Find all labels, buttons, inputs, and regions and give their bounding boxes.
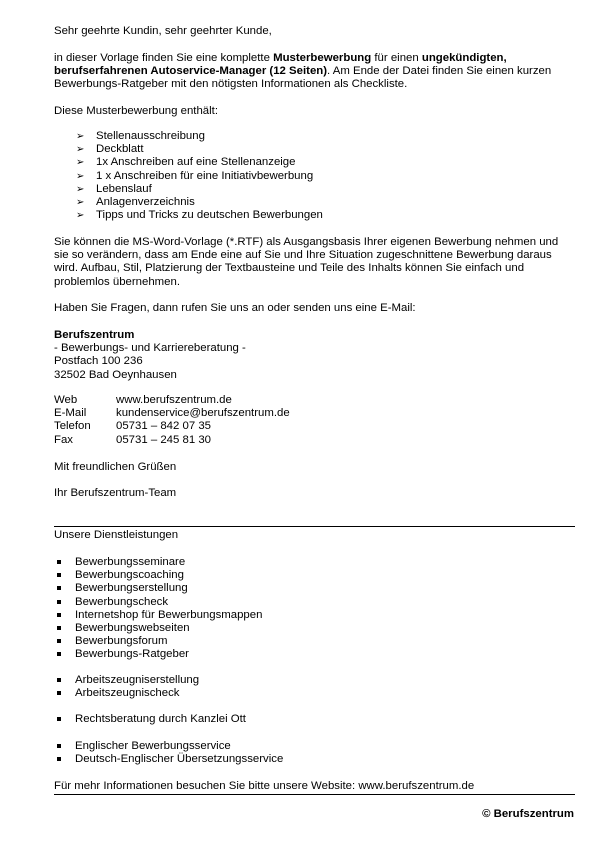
contact-label: E-Mail (54, 407, 87, 420)
service-label: Arbeitszeugnischeck (75, 687, 180, 700)
arrow-bullet-icon: ➢ (76, 131, 85, 142)
greeting: Sehr geehrte Kundin, sehr geehrter Kunde, (54, 25, 272, 37)
square-bullet-icon (57, 613, 61, 617)
contact-block (54, 394, 579, 447)
contact-label: Telefon (54, 420, 91, 433)
square-bullet-icon (57, 586, 61, 590)
usage-paragraph (54, 236, 579, 289)
city: 32502 Bad Oeynhausen (54, 368, 177, 381)
service-label: Bewerbungscheck (75, 595, 169, 608)
intro-text: Bewerbungs-Ratgeber mit den nötigsten Informationen als Checkliste. (54, 78, 408, 91)
intro-paragraph (54, 52, 579, 92)
arrow-bullet-icon: ➢ (76, 210, 85, 222)
service-label: Deutsch-Englischer Übersetzungsservice (75, 753, 284, 766)
divider (54, 526, 575, 527)
service-item (57, 674, 199, 687)
square-bullet-icon (57, 652, 61, 656)
arrow-bullet-icon: ➢ (76, 170, 85, 182)
services-heading: Unsere Dienstleistungen (54, 529, 179, 541)
contents-item (76, 183, 323, 196)
arrow-bullet-icon: ➢ (76, 197, 85, 209)
contents-item-label: Tipps und Tricks zu deutschen Bewerbungen (96, 209, 323, 222)
square-bullet-icon (57, 717, 61, 721)
contact-value[interactable]: kundenservice@berufszentrum.de (116, 407, 290, 420)
postbox: Postfach 100 236 (54, 355, 143, 368)
contact-value[interactable]: www.berufszentrum.de (116, 394, 232, 406)
service-label: Rechtsberatung durch Kanzlei Ott (75, 713, 246, 725)
intro-bold-musterbewerbung: Musterbewerbung (273, 52, 372, 64)
services-list (57, 674, 199, 700)
contents-item-label: Stellenausschreibung (96, 130, 205, 142)
contents-item (76, 130, 323, 143)
intro-bold-position: berufserfahrenen Autoservice-Manager (12 Seiten) (54, 65, 328, 78)
service-item (57, 582, 262, 595)
intro-bold-status: ungekündigten, (421, 52, 507, 64)
square-bullet-icon (57, 626, 61, 630)
closing: Mit freundlichen Grüßen (54, 461, 177, 473)
service-label: Bewerbungs-Ratgeber (75, 648, 189, 661)
intro-text: für einen (371, 52, 422, 64)
square-bullet-icon (57, 600, 61, 604)
square-bullet-icon (57, 744, 61, 748)
contents-item-label: Anlagenverzeichnis (96, 196, 195, 209)
service-item (57, 713, 246, 726)
service-item (57, 648, 262, 661)
square-bullet-icon (57, 573, 61, 577)
contact-value: 05731 – 842 07 35 (116, 420, 212, 433)
services-list (57, 713, 246, 726)
square-bullet-icon (57, 691, 61, 695)
square-bullet-icon (57, 639, 61, 643)
services-list (57, 740, 283, 766)
services-list (57, 556, 262, 662)
usage-line: sie so verändern, dass am Ende eine auf Sie und Ihre Situation zugeschnittene Bewerbung daraus (54, 249, 552, 262)
company-tagline: - Bewerbungs- und Karriereberatung - (54, 342, 246, 355)
contents-item-label: Deckblatt (96, 143, 144, 156)
contents-item (76, 196, 323, 209)
contents-item (76, 156, 323, 169)
service-label: Bewerbungsseminare (75, 556, 186, 568)
contents-list (76, 130, 323, 222)
questions-text: Haben Sie Fragen, dann rufen Sie uns an oder senden uns eine E-Mail: (54, 302, 416, 314)
copyright: © Berufszentrum (482, 808, 574, 820)
contents-item-label: 1x Anschreiben auf eine Stellenanzeige (96, 156, 296, 169)
contact-row (54, 407, 579, 420)
contact-value: 05731 – 245 81 30 (116, 433, 212, 446)
square-bullet-icon (57, 757, 61, 761)
service-item (57, 596, 262, 609)
arrow-bullet-icon: ➢ (76, 183, 85, 195)
company-name: Berufszentrum (54, 329, 135, 341)
contents-item-label: 1 x Anschreiben für eine Initiativbewerbung (96, 169, 314, 182)
service-item (57, 569, 262, 582)
contents-item (76, 209, 323, 222)
service-item (57, 622, 262, 635)
contact-label: Fax (54, 433, 73, 446)
contents-item-label: Lebenslauf (96, 182, 152, 195)
service-label: Arbeitszeugniserstellung (75, 674, 200, 686)
service-item (57, 753, 283, 766)
service-item (57, 635, 262, 648)
service-label: Bewerbungserstellung (75, 582, 188, 595)
contents-item (76, 170, 323, 183)
intro-text: in dieser Vorlage finden Sie eine komplette (54, 52, 274, 64)
contact-label: Web (54, 394, 78, 406)
address-block (54, 329, 579, 382)
contents-heading: Diese Musterbewerbung enthält: (54, 105, 218, 117)
service-item (57, 609, 262, 622)
square-bullet-icon (57, 678, 61, 682)
intro-text: . Am Ende der Datei finden Sie einen kurzen (327, 65, 552, 78)
contact-row (54, 434, 579, 447)
usage-line: Sie können die MS-Word-Vorlage (*.RTF) als Ausgangsbasis Ihrer eigenen Bewerbung nehmen und (54, 236, 559, 248)
usage-line: wird. Aufbau, Stil, Platzierung der Textbausteine und Teile des Inhalts können Sie einfach und (54, 262, 525, 275)
more-info-link[interactable]: Für mehr Informationen besuchen Sie bitte unsere Website: www.berufszentrum.de (54, 780, 575, 795)
service-label: Bewerbungsforum (75, 635, 168, 648)
service-label: Internetshop für Bewerbungsmappen (75, 608, 263, 621)
contact-row (54, 420, 579, 433)
service-item (57, 556, 262, 569)
arrow-bullet-icon: ➢ (76, 144, 85, 156)
service-item (57, 687, 199, 700)
service-label: Bewerbungswebseiten (75, 622, 190, 635)
service-label: Englischer Bewerbungsservice (75, 740, 231, 752)
contact-row (54, 394, 579, 407)
service-label: Bewerbungscoaching (75, 569, 184, 582)
arrow-bullet-icon: ➢ (76, 157, 85, 169)
signature: Ihr Berufszentrum-Team (54, 487, 177, 499)
square-bullet-icon (57, 560, 61, 564)
contents-item (76, 143, 323, 156)
service-item (57, 740, 283, 753)
usage-line: problemlos übernehmen. (54, 275, 181, 288)
